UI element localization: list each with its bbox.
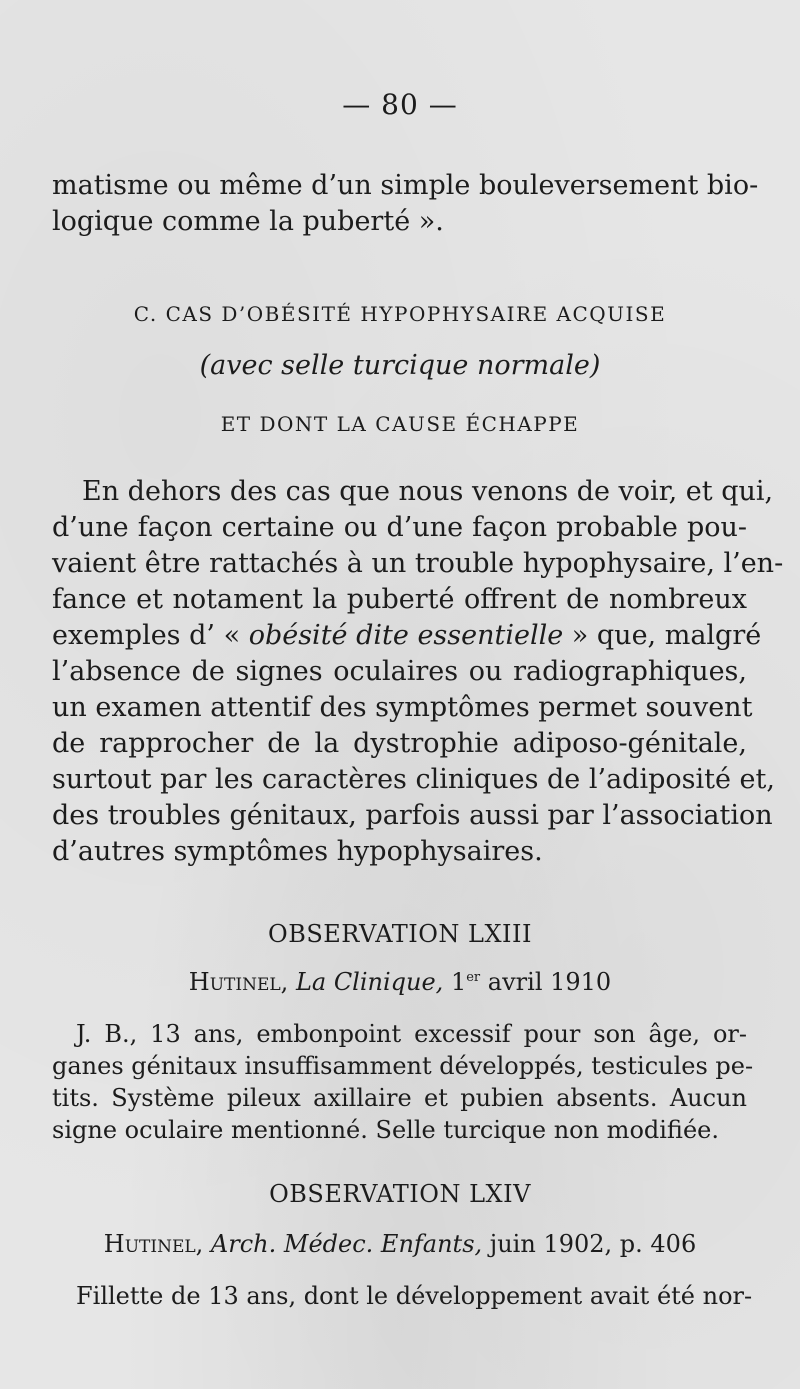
- paragraph-line: de rapprocher de la dystrophie adiposo-génitale,: [52, 728, 747, 759]
- observation-63-citation: [0, 968, 800, 996]
- paragraph-line: En dehors des cas que nous venons de voir, et qui,: [82, 476, 774, 507]
- emphasized-term: obésité dite essentielle: [248, 620, 564, 651]
- citation-author: Hutinel,: [103, 1230, 204, 1258]
- citation-details: juin 1902, p. 406: [489, 1230, 697, 1258]
- observation-63-title: OBSERVATION LXIII: [268, 920, 532, 948]
- citation-date-number: 1: [450, 968, 467, 996]
- observation-64-line: Fillette de 13 ans, dont le développement avait été nor-: [76, 1282, 753, 1310]
- paragraph-line: l’absence de signes oculaires ou radiographiques,: [52, 656, 747, 687]
- paragraph-line: fance et notament la puberté offrent de nombreux: [52, 584, 747, 615]
- observation-64-citation: [0, 1230, 800, 1258]
- observation-64-title: OBSERVATION LXIV: [269, 1180, 531, 1208]
- section-heading-2: ET DONT LA CAUSE ÉCHAPPE: [220, 412, 580, 436]
- citation-date: avril 1910: [487, 968, 612, 996]
- paragraph-line: [52, 618, 762, 654]
- observation-line: ganes génitaux insuffisamment développés, testicules pe-: [52, 1052, 754, 1080]
- paragraph-line: d’autres symptômes hypophysaires.: [52, 836, 543, 867]
- citation-author: Hutinel,: [188, 968, 289, 996]
- paragraph-line: des troubles génitaux, parfois aussi par l’association: [52, 800, 773, 831]
- page-number: — 80 —: [342, 88, 458, 121]
- observation-line: tits. Système pileux axillaire et pubien absents. Aucun: [52, 1084, 747, 1112]
- paragraph-line: surtout par les caractères cliniques de l’adiposité et,: [52, 764, 775, 795]
- observation-line: signe oculaire mentionné. Selle turcique non modifiée.: [52, 1116, 719, 1144]
- section-subheading: (avec selle turcique normale): [199, 350, 601, 381]
- paragraph-text: » que, malgré: [563, 620, 762, 651]
- paragraph-text: exemples d’ «: [52, 620, 249, 651]
- citation-date-suffix: er: [466, 970, 481, 985]
- citation-work: La Clinique,: [295, 968, 444, 996]
- citation-work: Arch. Médec. Enfants,: [210, 1230, 483, 1258]
- section-heading: C. CAS D’OBÉSITÉ HYPOPHYSAIRE ACQUISE: [133, 302, 667, 326]
- intro-line-1: matisme ou même d’un simple bouleversement bio-: [52, 170, 759, 201]
- paragraph-line: un examen attentif des symptômes permet souvent: [52, 692, 753, 723]
- observation-line: J. B., 13 ans, embonpoint excessif pour son âge, or-: [76, 1020, 747, 1048]
- paragraph-line: d’une façon certaine ou d’une façon probable pou-: [52, 512, 747, 543]
- intro-line-2: logique comme la puberté ».: [52, 206, 444, 237]
- paragraph-line: vaient être rattachés à un trouble hypophysaire, l’en-: [52, 548, 784, 579]
